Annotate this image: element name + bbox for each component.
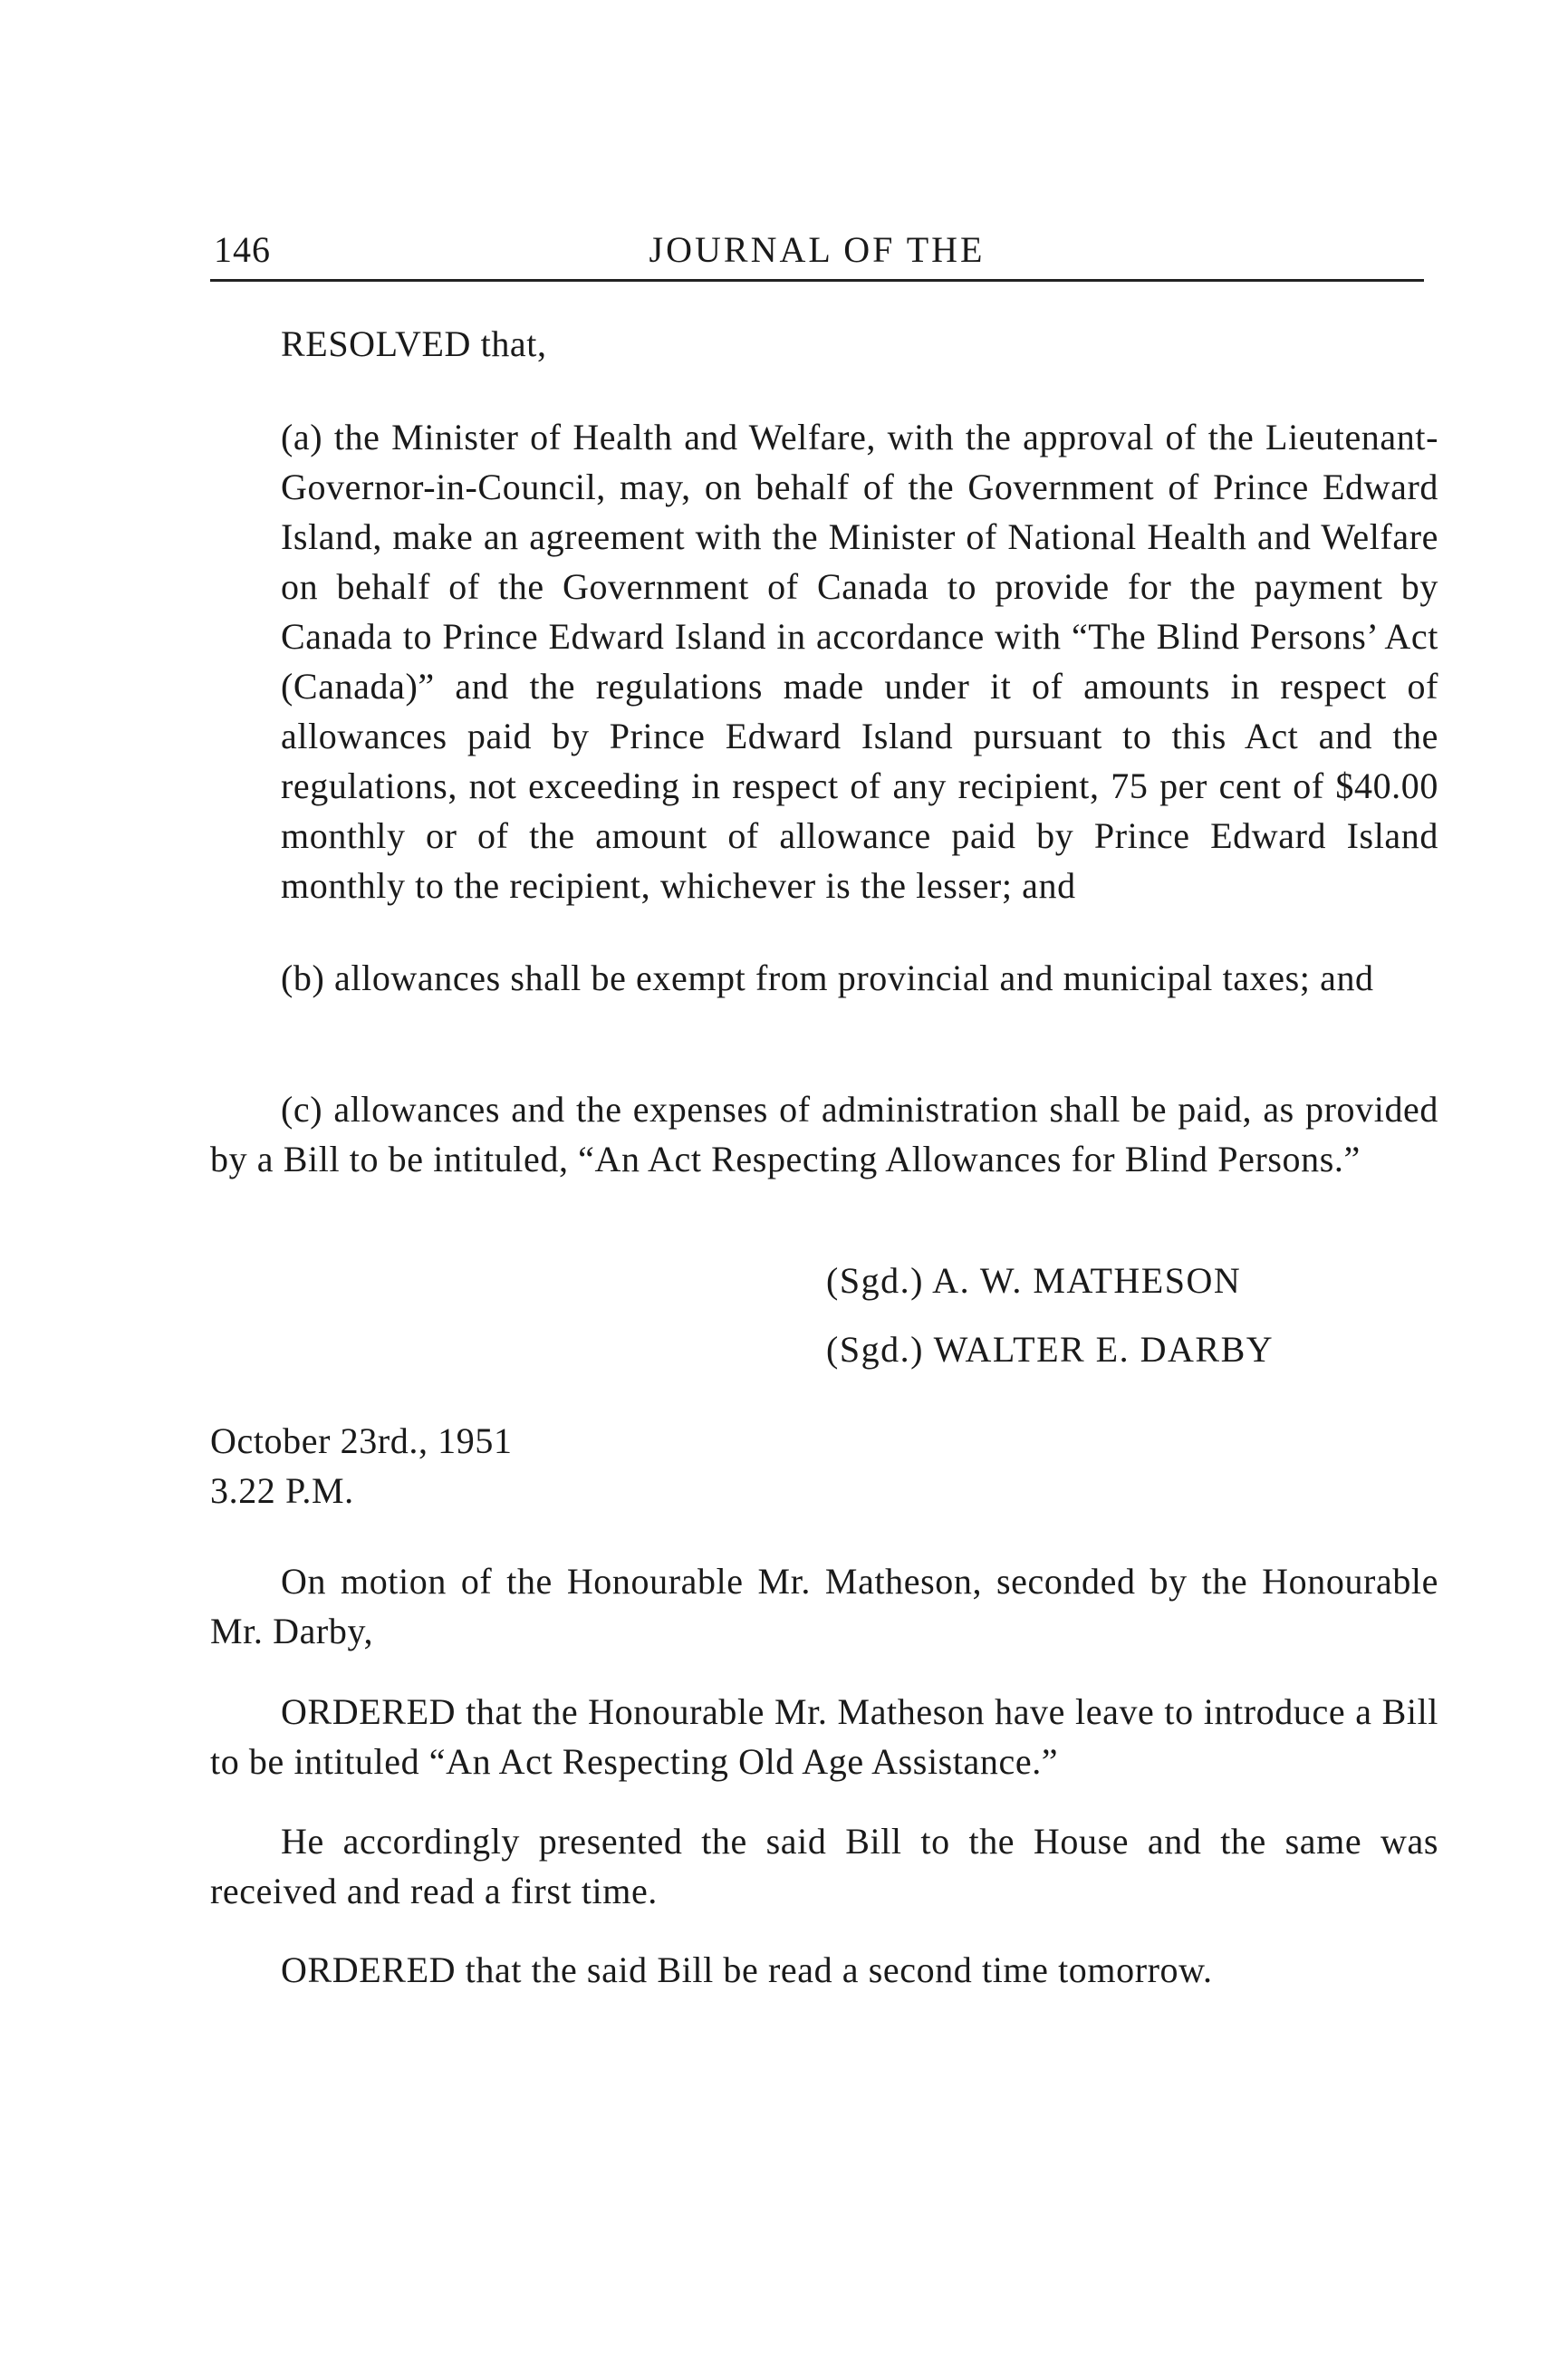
running-head: JOURNAL OF THE — [649, 229, 986, 270]
clause-a: (a) the Minister of Health and Welfare, with the approval of the Lieutenant-Governor-in-Council, may, on behalf of the Government of Prince Edward Island, make an agreement with the Minister of National Health and Welfare on behalf of the Government of Canada to provide for the payment by Canada to Prince Edward Island in accordance with “The Blind Persons’ Act (Canada)” and the regulations made under it of amounts in respect of allowances paid by Prince Edward Island pursuant to this Act and the regulations, not exceeding in respect of any recipient, 75 per cent of $40.00 monthly or of the amount of allowance paid by Prince Edward Island monthly to the recipient, whichever is the lesser; and — [281, 417, 1438, 906]
page-header — [210, 221, 1424, 282]
signature-matheson: (Sgd.) A. W. MATHESON — [826, 1260, 1242, 1301]
motion-paragraph: On motion of the Honourable Mr. Matheson, seconded by the Honourable Mr. Darby, — [210, 1561, 1438, 1651]
resolved-heading: RESOLVED that, — [281, 323, 547, 364]
dateline-time: 3.22 P.M. — [210, 1470, 354, 1511]
ordered-second-reading: ORDERED that the said Bill be read a second time tomorrow. — [281, 1949, 1213, 1990]
clause-c: (c) allowances and the expenses of administration shall be paid, as provided by a Bill to be intituled, “An Act Respecting Allowances for Blind Persons.” — [210, 1089, 1438, 1179]
clause-b: (b) allowances shall be exempt from provincial and municipal taxes; and — [281, 958, 1374, 998]
ordered-leave-paragraph: ORDERED that the Honourable Mr. Matheson have leave to introduce a Bill to be intituled “An Act Respecting Old Age Assistance.” — [210, 1691, 1438, 1782]
signature-darby: (Sgd.) WALTER E. DARBY — [826, 1329, 1275, 1370]
dateline-date: October 23rd., 1951 — [210, 1420, 513, 1461]
page-number: 146 — [214, 229, 271, 270]
presented-paragraph: He accordingly presented the said Bill to the House and the same was received and read a first time. — [210, 1821, 1438, 1911]
